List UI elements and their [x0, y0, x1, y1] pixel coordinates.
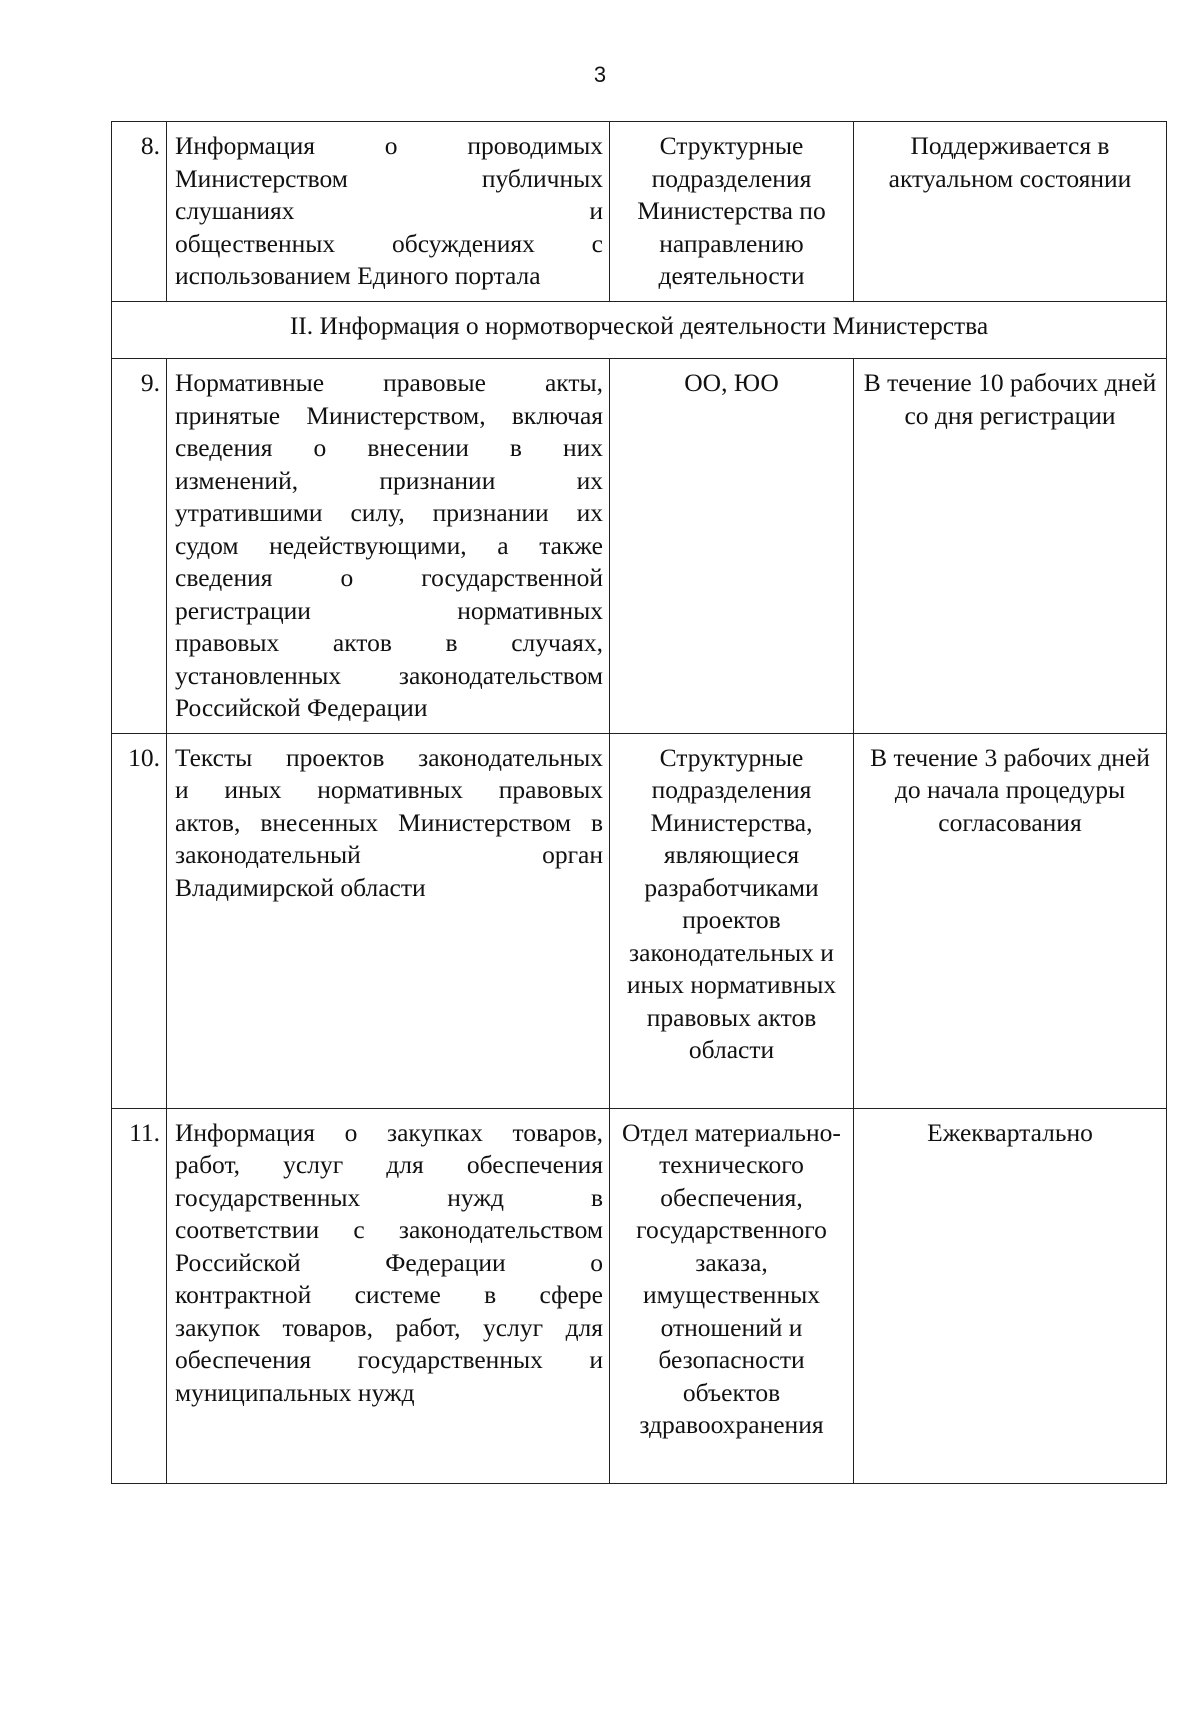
term-cell: Поддерживается в актуальном состоянии: [854, 122, 1167, 302]
info-line: изменений, признании их: [175, 465, 603, 495]
row-number: 9.: [112, 359, 167, 734]
responsible-cell: Структурные подразделения Министерства, являющиеся разработчиками проектов законодательных и иных нормативных правовых актов области: [610, 733, 854, 1108]
info-line: и иных нормативных правовых: [175, 775, 603, 804]
information-table: [111, 121, 1167, 1484]
info-cell: [167, 733, 610, 1108]
table-row: [112, 733, 1167, 1108]
info-line: Информация о закупках товаров,: [175, 1117, 603, 1147]
row-number: 10.: [112, 733, 167, 1108]
term-cell: В течение 10 рабочих дней со дня регистрации: [854, 359, 1167, 734]
info-line: работ, услуг для обеспечения: [175, 1150, 603, 1179]
info-line: принятые Министерством, включая: [175, 400, 603, 430]
row-number: 11.: [112, 1108, 167, 1483]
info-line: обеспечения государственных и: [175, 1345, 603, 1374]
info-line: регистрации нормативных: [175, 595, 603, 625]
table-row: [112, 359, 1167, 734]
info-cell: [167, 1108, 610, 1483]
info-line: муниципальных нужд: [175, 1377, 415, 1407]
info-line: Российской Федерации о: [175, 1247, 603, 1277]
responsible-cell: Структурные подразделения Министерства по направлению деятельности: [610, 122, 854, 302]
section-heading: II. Информация о нормотворческой деятельности Министерства: [112, 302, 1167, 359]
table-row: [112, 1108, 1167, 1483]
info-line: слушаниях и: [175, 196, 603, 225]
info-line: Российской Федерации: [175, 693, 428, 722]
info-line: Нормативные правовые акты,: [175, 368, 603, 397]
info-line: контрактной системе в сфере: [175, 1280, 603, 1309]
term-cell: В течение 3 рабочих дней до начала процедуры согласования: [854, 733, 1167, 1108]
info-cell: [167, 359, 610, 734]
info-line: судом недействующими, а также: [175, 530, 603, 560]
info-line: утратившими силу, признании их: [175, 498, 603, 527]
info-line: сведения о внесении в них: [175, 433, 603, 462]
info-line: установленных законодательством: [175, 660, 603, 690]
page-number: 3: [593, 62, 607, 87]
info-line: Владимирской области: [175, 872, 426, 902]
responsible-cell: ОО, ЮО: [610, 359, 854, 734]
info-cell: [167, 122, 610, 302]
info-line: закупок товаров, работ, услуг для: [175, 1312, 603, 1342]
section-row: [112, 302, 1167, 359]
info-line: использованием Единого портала: [175, 261, 541, 290]
info-line: Информация о проводимых: [175, 131, 603, 160]
info-line: государственных нужд в: [175, 1182, 603, 1212]
row-number: 8.: [112, 122, 167, 302]
info-line: соответствии с законодательством: [175, 1215, 603, 1244]
table-row: [112, 122, 1167, 302]
info-line: законодательный орган: [175, 840, 603, 869]
info-line: Министерством публичных: [175, 163, 603, 193]
info-line: актов, внесенных Министерством в: [175, 807, 603, 837]
info-line: правовых актов в случаях,: [175, 628, 603, 657]
term-cell: Ежеквартально: [854, 1108, 1167, 1483]
responsible-cell: Отдел материально-технического обеспечения, государственного заказа, имущественных отношений и безопасности объектов здравоохранения: [610, 1108, 854, 1483]
info-line: Тексты проектов законодательных: [175, 742, 603, 772]
info-line: сведения о государственной: [175, 563, 603, 592]
info-line: общественных обсуждениях с: [175, 228, 603, 258]
